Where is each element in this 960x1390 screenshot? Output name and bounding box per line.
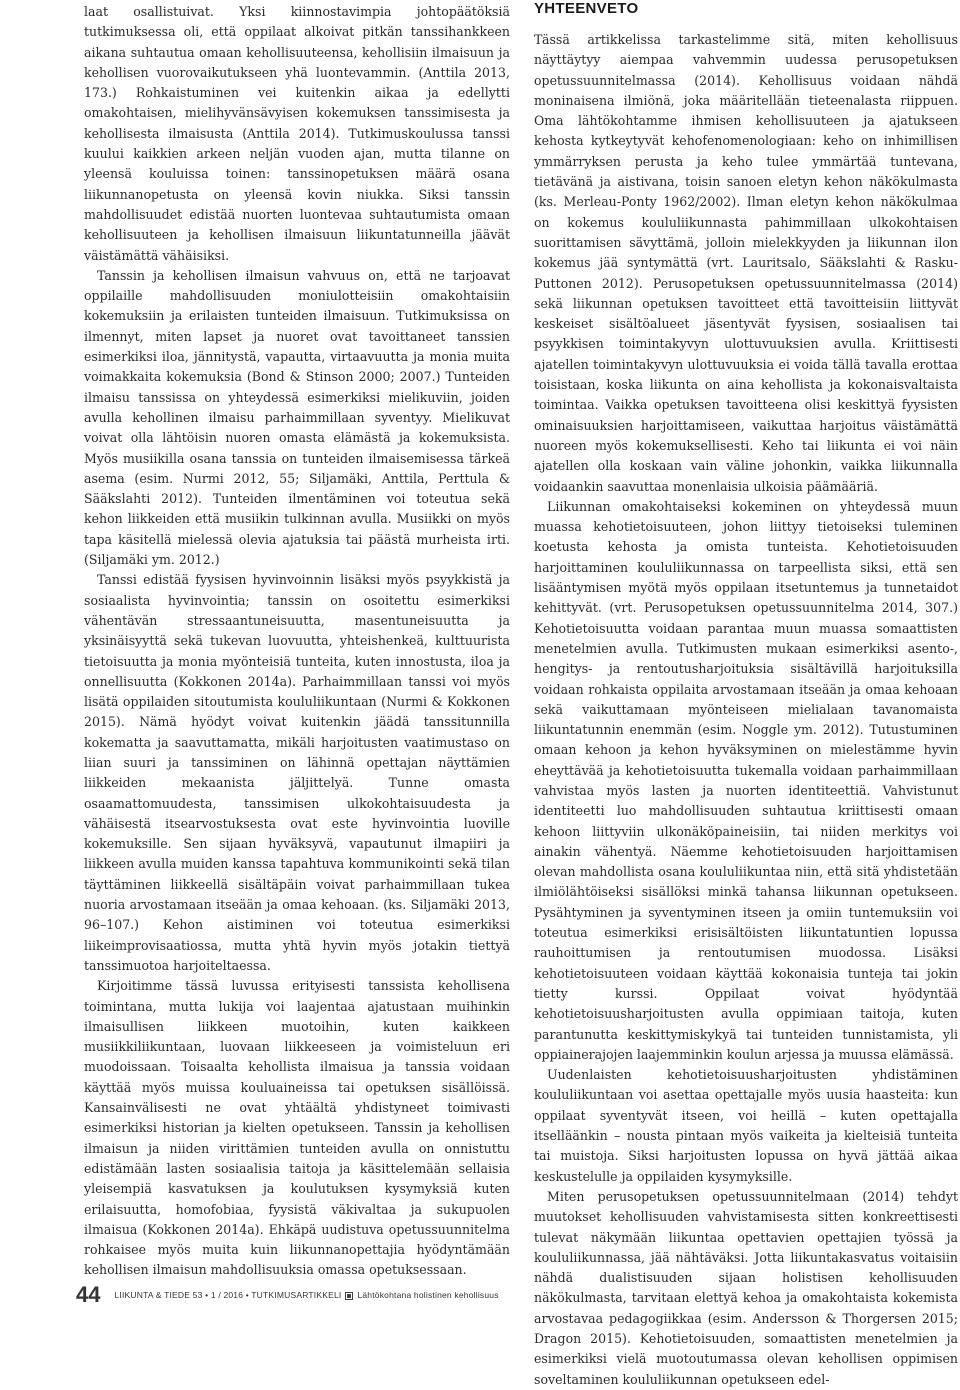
- square-bullet-icon: [345, 1292, 353, 1300]
- section-heading: YHTEENVETO: [534, 0, 639, 17]
- paragraph: Kirjoitimme tässä luvussa erityisesti tanssista kehollisena toimintana, mutta lukija voi laajentaa ajatustaan muihinkin ilmaisullisen liikkeen muotoihin, kuten kaikkeen musiikkiliikuntaan, luovaan liikkeeseen ja voimisteluun eri muodoissaan. Toisaalta kehollista ilmaisua ja tanssia voidaan käyttää myös muissa kouluaineissa tai opetuksen sisällöissä. Kansainvälisesti ne ovat yhtäältä yhdistyneet toimivasti esimerkiksi historian ja kielten opetukseen. Tanssin ja kehollisen ilmaisun ja niiden virittämien tunteiden avulla on onnistuttu edistämään lasten sosiaalisia taitoja ja käsittelemään sellaisia yleisempiä kasvatuksen ja koulutuksen kysymyksiä kuten erilaisuutta, homofobiaa, fyysistä väkivaltaa ja sukupuolen ilmaisua (Kokkonen 2014a). Ehkäpä uudistuva opetussuunnitelma rohkaisee myös muita kuin liikunnanopettajia hyödyntämään kehollisen ilmaisun mahdollisuuksia omassa opetuksessaan.: [84, 978, 510, 1278]
- running-title: Lähtökohtana holistinen kehollisuus: [357, 1290, 499, 1300]
- paragraph: Miten perusopetuksen opetussuunnitelmaan (2014) tehdyt muutokset kehollisuuden vahvistamisesta sitten konkreettisesti tulevat näkymään liikuntaa opettavien opettajien työssä ja koululiikunnassa, jää nähtäväksi. Jotta liikuntakasvatus voitaisiin nähdä dualistisuuden sijaan holistisen kehollisuuden näkökulmasta, tarvitaan elettyä kehoa ja omakohtaista kokemista arvostavaa pedagogiikkaa (esim. Andersson & Thorgersen 2015; Dragon 2015). Kehotietoisuuden, somaattisten menetelmien ja esimerkiksi vielä muotoutumassa olevan kehollisen oppimisen soveltaminen koululiikunnan opetukseen edel-: [534, 1188, 958, 1387]
- right-text-column: [534, 30, 958, 1390]
- paragraph: Tanssin ja kehollisen ilmaisun vahvuus on, että ne tarjoavat oppilaille mahdollisuuden moniulotteisiin omakohtaisiin kokemuksiin ja erilaisten tunteiden ilmaisuun. Tutkimuksissa on ilmennyt, miten lapset ja nuoret ovat tavoittaneet tanssien esimerkiksi iloa, jännitystä, vapautta, virtaavuutta ja monia muita voimakkaita kokemuksia (Bond & Stinson 2000; 2007.) Tunteiden ilmaisu tanssissa on yhteydessä esimerkiksi mielikuviin, joiden avulla kehollinen ilmaisu parhaimmillaan syventyy. Mielikuvat voivat olla lähtöisin nuoren omasta elämästä ja kokemuksista. Myös musiikilla osana tanssia on tunteiden ilmaisemisessa tärkeä asema (esim. Nurmi 2012, 55; Siljamäki, Anttila, Perttula & Sääkslahti 2012). Tunteiden ilmentäminen voi toteutua sekä kehon liikkeiden että musiikin tulkinnan avulla. Musiikki on myös tapa käsitellä mielessä olevia ajatuksia tai päästä murheista irti. (Siljamäki ym. 2012.): [84, 267, 510, 568]
- left-text-column: [84, 2, 510, 1281]
- paragraph: Tanssi edistää fyysisen hyvinvoinnin lisäksi myös psyykkistä ja sosiaalista hyvinvointia; tanssin on osoitettu esimerkiksi vähentävän stressaantuneisuutta, masentuneisuutta ja yksinäisyyttä sekä tukevan luovuutta, yhteishenkeä, kulttuurista tietoisuutta ja monia myönteisiä tunteita, kuten innostusta, iloa ja onnellisuutta (Kokkonen 2014a). Parhaimmillaan tanssi voi myös lisätä oppilaiden sitoutumista koululiikuntaan (Nurmi & Kokkonen 2015). Nämä hyödyt voivat kuitenkin jäädä tanssitunnilla kokematta ja saavuttamatta, mikäli harjoitusten vaatimustaso on liian suuri ja tanssiminen on lähinnä opettajan näyttämien liikkeiden mekaanista jäljittelyä. Tunne omasta osaamattomuudesta, tanssimisen ulkokohtaisuudesta ja vähäisestä itsearvostuksesta ovat este hyvinvointia luoville kokemuksille. Sen sijaan hyväksyvä, vapautunut ilmapiiri ja liikkeen avulla muiden kanssa tapahtuva kommunikointi sekä tilan täyttäminen liikkeellä sisältäpäin voivat parhaimmillaan tukea nuoria arvostamaan itseään ja omaa kehoaan. (ks. Siljamäki 2013, 96–107.) Kehon aistiminen voi toteutua esimerkiksi liikeimprovisaatiossa, mutta yhtä hyvin myös jotakin tiettyä tanssimuotoa harjoiteltaessa.: [84, 572, 510, 973]
- paragraph: Liikunnan omakohtaiseksi kokeminen on yhteydessä muun muassa kehotietoisuuteen, johon liittyy tietoiseksi tuleminen koetusta kehosta ja omista tunteista. Kehotietoisuuden harjoittaminen koululiikunnassa on tarpeellista siksi, että sen lisääntymisen myötä myös oppilaan itsetuntemus ja tunnetaidot kehittyvät. (vrt. Perusopetuksen opetussuunnitelma 2014, 307.) Kehotietoisuutta voidaan parantaa muun muassa somaattisten menetelmien avulla. Tutkimusten mukaan esimerkiksi asento-, hengitys- ja rentoutusharjoituksia sisältävillä harjoituksilla voidaan rohkaista oppilaita arvostamaan itseään ja omaa kehoaan sekä vaikuttamaan myönteiseen mielialaan tavanomaista liikuntatunnin enemmän (esim. Noggle ym. 2012). Tutustuminen omaan kehoon ja kehon hyväksyminen on mielestämme hyvin eheyttävää ja kehotietoisuutta tukemalla voidaan parhaimmillaan vahvistaa myös lasten ja nuorten identiteettiä. Vahvistunut identiteetti luo mahdollisuuden suhtautua kriittisesti omaan kehoon liittyviin ulkonäköpaineisiin, tai niiden merkitys voi ainakin vähentyä. Näemme kehotietoisuuden harjoittamisen olevan mahdollista osana koululiikuntaa niin, että sitä yhdistetään ilmiölähtöiseksi sisällöksi minkä tahansa liikunnan opetukseen. Pysähtyminen ja syventyminen itseen ja omiin tuntemuksiin voi toteutua esimerkiksi erisisältöisten liikuntatuntien lopussa rauhoittumisen ja rentoutumisen muodossa. Lisäksi kehotietoisuuteen voidaan käyttää kokonaisia tunteja tai jokin tietty kurssi. Oppilaat voivat hyödyntää kehotietoisuusharjoitusten avulla oppimiaan taitoja, kuten parantunutta keskittymiskykyä tai tunteiden tunnistamista, yli oppiainerajojen laajemminkin koulun arjessa ja muussa elämässä.: [534, 498, 958, 1062]
- paragraph: laat osallistuivat. Yksi kiinnostavimpia johtopäätöksiä tutkimuksessa oli, että oppilaat alkoivat pitkän tanssihankkeen aikana suhtautua omaan kehollisuuteensa, kehollisiin ilmaisuun ja kehollisen vuorovaikutukseen yhä luontevammin. (Anttila 2013, 173.) Rohkaistuminen vei kuitenkin aikaa ja edellytti omakohtaisen, mielihyvänsävyisen kokemuksen tanssimisesta ja kehollisesta ilmaisusta (Anttila 2014). Tutkimuskoulussa tanssi kuului kaikkien arkeen neljän vuoden ajan, mutta tilanne on yleensä kouluissa toinen: tanssinopetuksen määrä osana liikunnanopetusta on yleensä kovin niukka. Siksi tanssin mahdollisuudet edistää nuorten luontevaa suhtautumista omaan kehollisuuteen ja kehollisen ilmaisuun liikuntatunneilla jäävät väistämättä vähäisiksi.: [84, 4, 510, 263]
- page-footer: [76, 1284, 499, 1306]
- paragraph: Tässä artikkelissa tarkastelimme sitä, miten kehollisuus näyttäytyy aiempaa vahvemmin uudessa perusopetuksen opetussuunnitelmassa (2014). Kehollisuus voidaan nähdä moninaisena ilmiönä, joka määritellään tieteenalasta riippuen. Oma lähtökohtamme ihmisen kehollisuuteen ja ajatukseen kehosta kytkeytyvät kehofenomenologiaan: keho on inhimillisen ymmärryksen perusta ja keho tulee ymmärtää tuntevana, tietävänä ja aistivana, toisin sanoen eletyn kehon näkökulmasta (ks. Merleau-Ponty 1962/2002). Ilman eletyn kehon näkökulmaa on kokemus koululiikunnasta pahimmillaan ulkokohtaisen suorittamisen sävyttämä, jolloin mielekkyyden ja liikunnan ilon kokemus jää syntymättä (vrt. Lauritsalo, Sääkslahti & Rasku-Puttonen 2012). Perusopetuksen opetussuunnitelmassa (2014) sekä liikunnan opetuksen tavoitteet että tavoitteisiin liittyvät keskeiset sisältöalueet jäsentyvät fyysisen, sosiaalisen tai psyykkisen toimintakyvyn ulottuvuuksien avulla. Kriittisesti ajatellen toimintakyvyn ulottuvuuksia ei voida tällä tavalla erottaa toisistaan, koska liikunta on aina kehollista ja kokonaisvaltaista toimintaa. Vaikka opetuksen tavoitteena olisi keskittyä fyysisten ominaisuuksien harjoittamiseen, vaikuttaa harjoitus väistämättä nuoreen myös kokemuksellisesti. Keho tai liikunta ei voi näin ajatellen olla koskaan vain väline johonkin, vaikka liikunnalla voidaankin saavuttaa monenlaisia ulkoisia päämääriä.: [534, 32, 958, 494]
- paragraph: Uudenlaisten kehotietoisuusharjoitusten yhdistäminen koululiikuntaan voi asettaa opettajalle myös uusia haasteita: kun oppilaat syventyvät itseen, voi heillä – kuten opettajalla itselläänkin – nousta pintaan myös vaikeita ja kielteisiä tunteita tai muistoja. Siksi harjoitusten lopussa on hyvä jättää aikaa keskustelulle ja oppilaiden kysymyksille.: [534, 1067, 958, 1184]
- page-number: 44: [76, 1282, 101, 1307]
- journal-info: LIIKUNTA & TIEDE 53 • 1 / 2016 • TUTKIMUSARTIKKELI: [114, 1290, 342, 1300]
